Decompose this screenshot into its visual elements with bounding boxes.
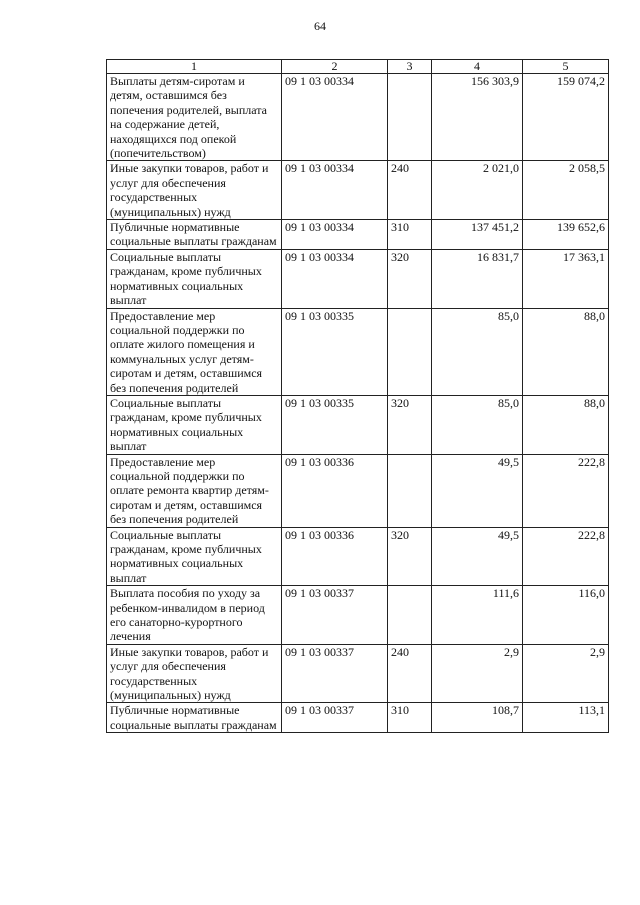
row-expense-type: 310 [388,220,432,250]
table-row [107,308,609,395]
table-header-row [107,60,609,74]
row-name: Предоставление мер социальной поддержки по оплате жилого помещения и коммунальных услуг детям-сиротам и детям, оставшимся без попечения родителей [107,308,282,395]
row-amount-col5: 88,0 [523,308,609,395]
row-amount-col5: 222,8 [523,454,609,527]
row-expense-type: 320 [388,395,432,454]
row-target-code: 09 1 03 00336 [282,454,388,527]
row-amount-col4: 16 831,7 [432,249,523,308]
row-name: Выплата пособия по уходу за ребенком-инвалидом в период его санаторно-курортного лечения [107,586,282,645]
table-row [107,703,609,733]
row-expense-type [388,308,432,395]
column-header-1: 1 [107,60,282,74]
page-number: 64 [314,19,326,33]
row-amount-col5: 113,1 [523,703,609,733]
row-amount-col4: 85,0 [432,395,523,454]
row-expense-type [388,454,432,527]
row-amount-col4: 108,7 [432,703,523,733]
row-amount-col5: 139 652,6 [523,220,609,250]
row-target-code: 09 1 03 00336 [282,527,388,586]
table-row [107,644,609,703]
row-name: Иные закупки товаров, работ и услуг для обеспечения государственных (муниципальных) нужд [107,644,282,703]
column-header-2: 2 [282,60,388,74]
table-row [107,454,609,527]
row-target-code: 09 1 03 00337 [282,703,388,733]
row-amount-col5: 159 074,2 [523,74,609,161]
row-expense-type [388,586,432,645]
row-amount-col5: 222,8 [523,527,609,586]
row-name: Публичные нормативные социальные выплаты гражданам [107,703,282,733]
row-name: Социальные выплаты гражданам, кроме публичных нормативных социальных выплат [107,249,282,308]
row-amount-col5: 88,0 [523,395,609,454]
row-amount-col5: 2 058,5 [523,161,609,220]
row-target-code: 09 1 03 00335 [282,308,388,395]
row-amount-col5: 2,9 [523,644,609,703]
row-target-code: 09 1 03 00334 [282,249,388,308]
row-name: Предоставление мер социальной поддержки по оплате ремонта квартир детям-сиротам и детям, оставшимся без попечения родителей [107,454,282,527]
column-header-5: 5 [523,60,609,74]
row-target-code: 09 1 03 00334 [282,161,388,220]
row-target-code: 09 1 03 00337 [282,586,388,645]
row-expense-type: 320 [388,249,432,308]
row-expense-type [388,74,432,161]
row-expense-type: 310 [388,703,432,733]
row-name: Публичные нормативные социальные выплаты гражданам [107,220,282,250]
table-row [107,249,609,308]
row-amount-col4: 49,5 [432,454,523,527]
table-row [107,220,609,250]
row-expense-type: 240 [388,161,432,220]
row-amount-col5: 17 363,1 [523,249,609,308]
row-amount-col4: 49,5 [432,527,523,586]
row-amount-col5: 116,0 [523,586,609,645]
row-target-code: 09 1 03 00334 [282,74,388,161]
row-target-code: 09 1 03 00337 [282,644,388,703]
table-row [107,586,609,645]
row-name: Иные закупки товаров, работ и услуг для обеспечения государственных (муниципальных) нужд [107,161,282,220]
row-amount-col4: 2 021,0 [432,161,523,220]
row-target-code: 09 1 03 00334 [282,220,388,250]
row-amount-col4: 111,6 [432,586,523,645]
row-name: Выплаты детям-сиротам и детям, оставшимся без попечения родителей, выплата на содержание детей, находящихся под опекой (попечительством) [107,74,282,161]
row-amount-col4: 156 303,9 [432,74,523,161]
row-expense-type: 320 [388,527,432,586]
row-amount-col4: 85,0 [432,308,523,395]
column-header-4: 4 [432,60,523,74]
row-name: Социальные выплаты гражданам, кроме публичных нормативных социальных выплат [107,395,282,454]
row-target-code: 09 1 03 00335 [282,395,388,454]
budget-table [106,59,609,733]
table-row [107,161,609,220]
table-row [107,395,609,454]
table-row [107,527,609,586]
row-amount-col4: 137 451,2 [432,220,523,250]
column-header-3: 3 [388,60,432,74]
row-name: Социальные выплаты гражданам, кроме публичных нормативных социальных выплат [107,527,282,586]
row-amount-col4: 2,9 [432,644,523,703]
row-expense-type: 240 [388,644,432,703]
table-row [107,74,609,161]
